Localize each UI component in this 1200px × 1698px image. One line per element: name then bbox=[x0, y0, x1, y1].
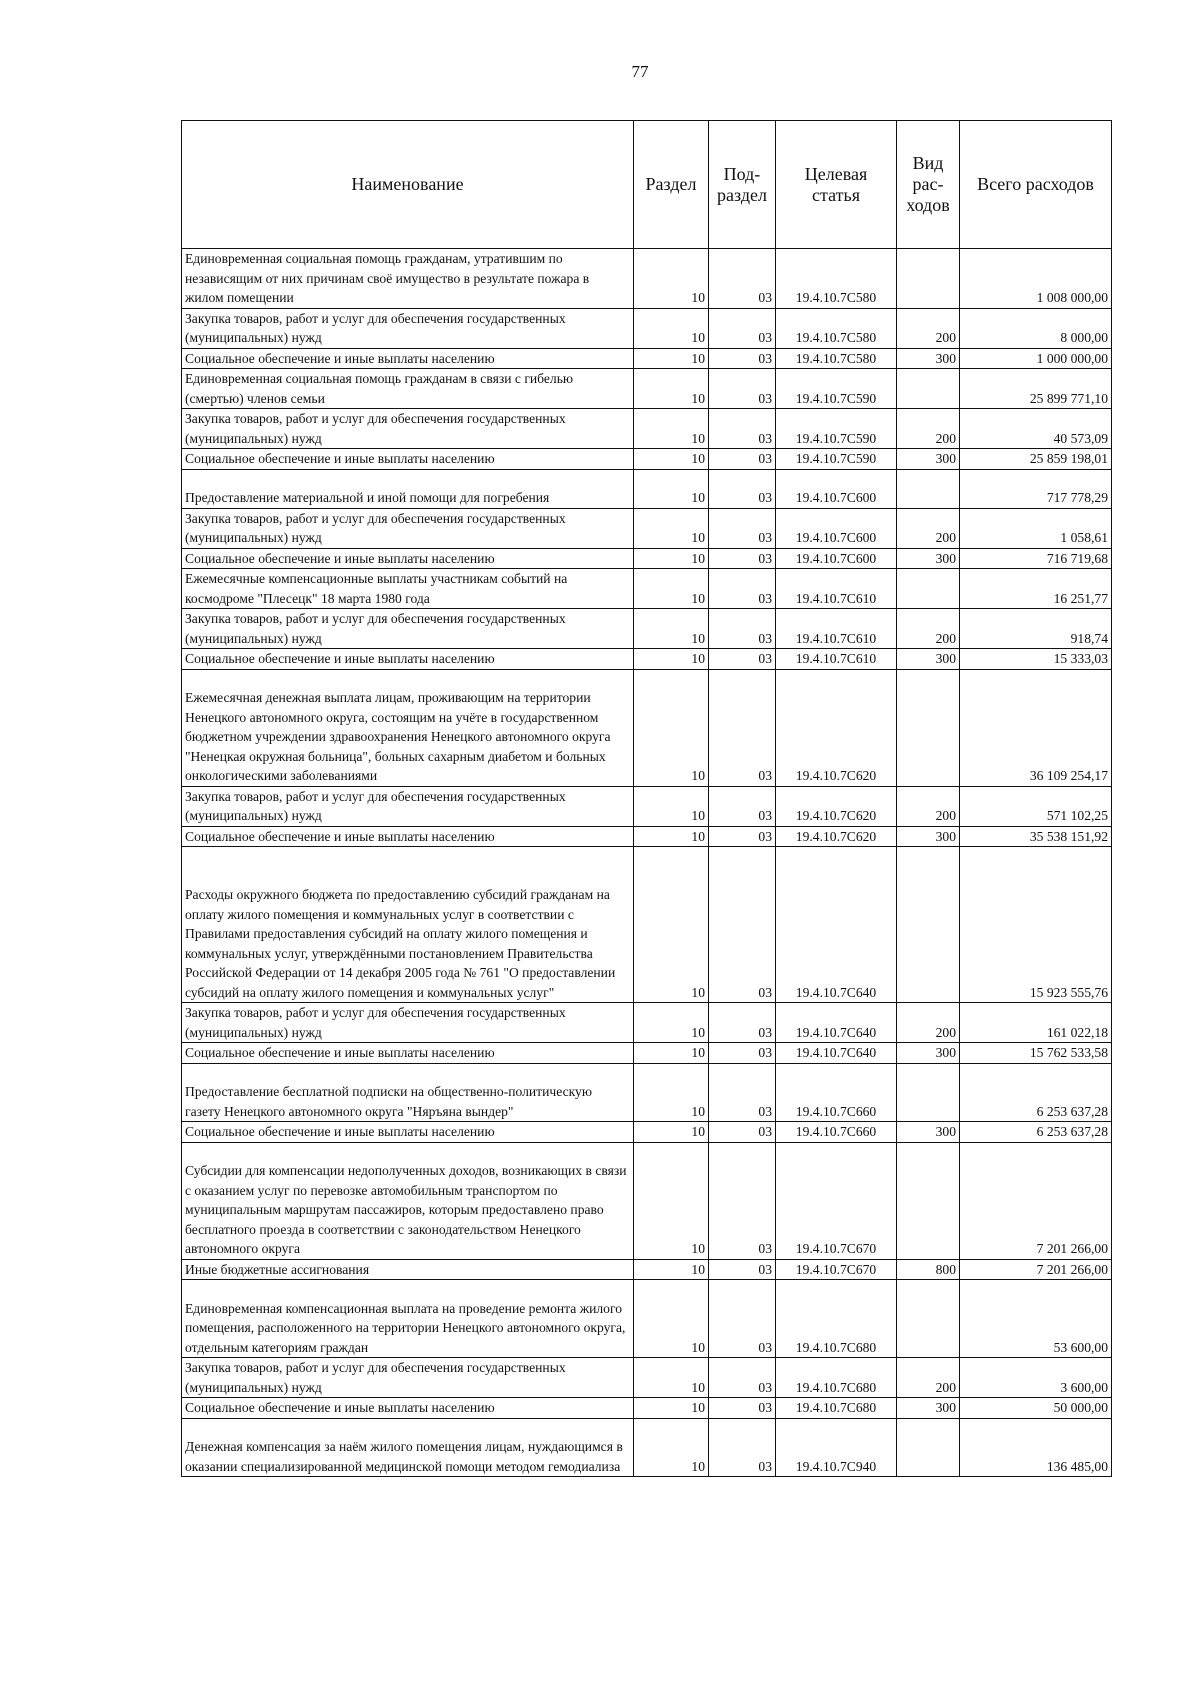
cell-subsection: 03 bbox=[709, 569, 776, 609]
cell-type: 200 bbox=[897, 1358, 960, 1398]
cell-name: Закупка товаров, работ и услуг для обеспечения государственных (муниципальных) нужд bbox=[182, 409, 634, 449]
table-row bbox=[182, 249, 1112, 309]
table-row bbox=[182, 548, 1112, 569]
cell-name: Субсидии для компенсации недополученных доходов, возникающих в связи с оказанием услуг по перевозке автомобильным транспортом по муниципальным маршрутам пассажиров, которым предоставлено право бесплатного проезда в соответствии с законодательством Ненецкого автономного округа bbox=[182, 1142, 634, 1259]
cell-target: 19.4.10.7С610 bbox=[776, 569, 897, 609]
cell-total: 6 253 637,28 bbox=[960, 1122, 1112, 1143]
cell-type: 200 bbox=[897, 508, 960, 548]
cell-name: Закупка товаров, работ и услуг для обеспечения государственных (муниципальных) нужд bbox=[182, 508, 634, 548]
cell-section: 10 bbox=[634, 249, 709, 309]
cell-type: 300 bbox=[897, 1043, 960, 1064]
cell-section: 10 bbox=[634, 1418, 709, 1477]
cell-type bbox=[897, 847, 960, 1003]
cell-subsection: 03 bbox=[709, 469, 776, 508]
cell-subsection: 03 bbox=[709, 609, 776, 649]
table-row bbox=[182, 649, 1112, 670]
cell-total: 918,74 bbox=[960, 609, 1112, 649]
table-row bbox=[182, 1063, 1112, 1122]
cell-target: 19.4.10.7С580 bbox=[776, 249, 897, 309]
cell-name: Закупка товаров, работ и услуг для обеспечения государственных (муниципальных) нужд bbox=[182, 1003, 634, 1043]
cell-name: Предоставление материальной и иной помощи для погребения bbox=[182, 469, 634, 508]
cell-total: 8 000,00 bbox=[960, 308, 1112, 348]
cell-subsection: 03 bbox=[709, 1418, 776, 1477]
cell-subsection: 03 bbox=[709, 847, 776, 1003]
cell-name: Закупка товаров, работ и услуг для обеспечения государственных (муниципальных) нужд bbox=[182, 1358, 634, 1398]
cell-subsection: 03 bbox=[709, 1259, 776, 1280]
table-row bbox=[182, 847, 1112, 1003]
cell-target: 19.4.10.7С590 bbox=[776, 409, 897, 449]
cell-target: 19.4.10.7С600 bbox=[776, 548, 897, 569]
cell-total: 16 251,77 bbox=[960, 569, 1112, 609]
cell-total: 40 573,09 bbox=[960, 409, 1112, 449]
cell-name: Социальное обеспечение и иные выплаты населению bbox=[182, 348, 634, 369]
table-row bbox=[182, 786, 1112, 826]
cell-name: Закупка товаров, работ и услуг для обеспечения государственных (муниципальных) нужд bbox=[182, 609, 634, 649]
header-total: Всего расходов bbox=[960, 121, 1112, 249]
cell-total: 7 201 266,00 bbox=[960, 1142, 1112, 1259]
cell-total: 15 762 533,58 bbox=[960, 1043, 1112, 1064]
cell-target: 19.4.10.7С580 bbox=[776, 308, 897, 348]
cell-target: 19.4.10.7С590 bbox=[776, 369, 897, 409]
cell-type: 300 bbox=[897, 548, 960, 569]
cell-target: 19.4.10.7С660 bbox=[776, 1063, 897, 1122]
cell-target: 19.4.10.7С640 bbox=[776, 1043, 897, 1064]
table-row bbox=[182, 609, 1112, 649]
cell-total: 25 859 198,01 bbox=[960, 449, 1112, 470]
cell-name: Ежемесячные компенсационные выплаты участникам событий на космодроме "Плесецк" 18 марта 1980 года bbox=[182, 569, 634, 609]
cell-type bbox=[897, 569, 960, 609]
table-row bbox=[182, 1003, 1112, 1043]
cell-target: 19.4.10.7С590 bbox=[776, 449, 897, 470]
cell-type bbox=[897, 249, 960, 309]
cell-target: 19.4.10.7С620 bbox=[776, 786, 897, 826]
table-row bbox=[182, 1043, 1112, 1064]
cell-subsection: 03 bbox=[709, 669, 776, 786]
cell-name: Единовременная компенсационная выплата на проведение ремонта жилого помещения, расположенного на территории Ненецкого автономного округа, отдельным категориям граждан bbox=[182, 1280, 634, 1358]
cell-section: 10 bbox=[634, 1063, 709, 1122]
cell-total: 36 109 254,17 bbox=[960, 669, 1112, 786]
table-row bbox=[182, 369, 1112, 409]
cell-target: 19.4.10.7С680 bbox=[776, 1398, 897, 1419]
cell-total: 7 201 266,00 bbox=[960, 1259, 1112, 1280]
header-name: Наименование bbox=[182, 121, 634, 249]
table-row bbox=[182, 409, 1112, 449]
cell-type bbox=[897, 1280, 960, 1358]
table-row bbox=[182, 1398, 1112, 1419]
cell-subsection: 03 bbox=[709, 1043, 776, 1064]
cell-target: 19.4.10.7С670 bbox=[776, 1259, 897, 1280]
cell-section: 10 bbox=[634, 826, 709, 847]
table-row bbox=[182, 508, 1112, 548]
cell-subsection: 03 bbox=[709, 508, 776, 548]
table-row bbox=[182, 669, 1112, 786]
table-row bbox=[182, 1122, 1112, 1143]
cell-total: 50 000,00 bbox=[960, 1398, 1112, 1419]
cell-subsection: 03 bbox=[709, 409, 776, 449]
cell-type: 800 bbox=[897, 1259, 960, 1280]
cell-subsection: 03 bbox=[709, 1122, 776, 1143]
cell-type: 200 bbox=[897, 409, 960, 449]
cell-target: 19.4.10.7С940 bbox=[776, 1418, 897, 1477]
table-row bbox=[182, 1142, 1112, 1259]
cell-name: Закупка товаров, работ и услуг для обеспечения государственных (муниципальных) нужд bbox=[182, 308, 634, 348]
cell-section: 10 bbox=[634, 786, 709, 826]
cell-subsection: 03 bbox=[709, 348, 776, 369]
header-subsection: Под-раздел bbox=[709, 121, 776, 249]
cell-section: 10 bbox=[634, 348, 709, 369]
cell-name: Иные бюджетные ассигнования bbox=[182, 1259, 634, 1280]
cell-name: Социальное обеспечение и иные выплаты населению bbox=[182, 548, 634, 569]
cell-subsection: 03 bbox=[709, 786, 776, 826]
cell-section: 10 bbox=[634, 449, 709, 470]
cell-type: 200 bbox=[897, 1003, 960, 1043]
cell-total: 15 333,03 bbox=[960, 649, 1112, 670]
cell-subsection: 03 bbox=[709, 369, 776, 409]
cell-section: 10 bbox=[634, 508, 709, 548]
budget-table bbox=[181, 120, 1112, 1477]
cell-type: 300 bbox=[897, 449, 960, 470]
cell-section: 10 bbox=[634, 548, 709, 569]
cell-subsection: 03 bbox=[709, 308, 776, 348]
cell-target: 19.4.10.7С640 bbox=[776, 847, 897, 1003]
cell-subsection: 03 bbox=[709, 449, 776, 470]
cell-target: 19.4.10.7С600 bbox=[776, 508, 897, 548]
header-row bbox=[182, 121, 1112, 249]
header-type: Вид рас-ходов bbox=[897, 121, 960, 249]
cell-total: 53 600,00 bbox=[960, 1280, 1112, 1358]
cell-type bbox=[897, 1142, 960, 1259]
cell-target: 19.4.10.7С580 bbox=[776, 348, 897, 369]
cell-section: 10 bbox=[634, 369, 709, 409]
table-row bbox=[182, 308, 1112, 348]
cell-type: 300 bbox=[897, 348, 960, 369]
cell-subsection: 03 bbox=[709, 1280, 776, 1358]
cell-total: 1 000 000,00 bbox=[960, 348, 1112, 369]
cell-type: 200 bbox=[897, 786, 960, 826]
cell-subsection: 03 bbox=[709, 1063, 776, 1122]
cell-section: 10 bbox=[634, 1358, 709, 1398]
cell-type bbox=[897, 1418, 960, 1477]
cell-type: 200 bbox=[897, 609, 960, 649]
cell-total: 35 538 151,92 bbox=[960, 826, 1112, 847]
cell-subsection: 03 bbox=[709, 249, 776, 309]
cell-section: 10 bbox=[634, 1142, 709, 1259]
cell-type: 300 bbox=[897, 826, 960, 847]
cell-target: 19.4.10.7С620 bbox=[776, 669, 897, 786]
cell-name: Единовременная социальная помощь гражданам в связи с гибелью (смертью) членов семьи bbox=[182, 369, 634, 409]
cell-name: Социальное обеспечение и иные выплаты населению bbox=[182, 449, 634, 470]
cell-total: 25 899 771,10 bbox=[960, 369, 1112, 409]
cell-subsection: 03 bbox=[709, 649, 776, 670]
cell-name: Денежная компенсация за наём жилого помещения лицам, нуждающимся в оказании специализированной медицинской помощи методом гемодиализа bbox=[182, 1418, 634, 1477]
table-row bbox=[182, 469, 1112, 508]
cell-total: 6 253 637,28 bbox=[960, 1063, 1112, 1122]
cell-section: 10 bbox=[634, 649, 709, 670]
cell-type bbox=[897, 469, 960, 508]
cell-section: 10 bbox=[634, 1043, 709, 1064]
table-row bbox=[182, 826, 1112, 847]
cell-name: Единовременная социальная помощь гражданам, утратившим по независящим от них причинам своё имущество в результате пожара в жилом помещении bbox=[182, 249, 634, 309]
cell-target: 19.4.10.7С610 bbox=[776, 649, 897, 670]
table-row bbox=[182, 348, 1112, 369]
header-section: Раздел bbox=[634, 121, 709, 249]
cell-total: 717 778,29 bbox=[960, 469, 1112, 508]
table-row bbox=[182, 1358, 1112, 1398]
cell-section: 10 bbox=[634, 1398, 709, 1419]
header-target: Целевая статья bbox=[776, 121, 897, 249]
page-number: 77 bbox=[631, 62, 649, 81]
cell-section: 10 bbox=[634, 1259, 709, 1280]
cell-target: 19.4.10.7С600 bbox=[776, 469, 897, 508]
cell-total: 1 008 000,00 bbox=[960, 249, 1112, 309]
table-row bbox=[182, 449, 1112, 470]
cell-type: 300 bbox=[897, 649, 960, 670]
cell-name: Социальное обеспечение и иные выплаты населению bbox=[182, 1043, 634, 1064]
table-row bbox=[182, 1259, 1112, 1280]
cell-name: Социальное обеспечение и иные выплаты населению bbox=[182, 1122, 634, 1143]
cell-name: Социальное обеспечение и иные выплаты населению bbox=[182, 649, 634, 670]
cell-name: Социальное обеспечение и иные выплаты населению bbox=[182, 1398, 634, 1419]
cell-type: 300 bbox=[897, 1398, 960, 1419]
cell-section: 10 bbox=[634, 1122, 709, 1143]
cell-subsection: 03 bbox=[709, 1003, 776, 1043]
table-row bbox=[182, 1418, 1112, 1477]
cell-type: 300 bbox=[897, 1122, 960, 1143]
cell-total: 161 022,18 bbox=[960, 1003, 1112, 1043]
cell-name: Ежемесячная денежная выплата лицам, проживающим на территории Ненецкого автономного округа, состоящим на учёте в государственном бюджетном учреждении здравоохранения Ненецкого автономного округа "Ненецкая окружная больница", больных сахарным диабетом и больных онкологическими заболеваниями bbox=[182, 669, 634, 786]
cell-type bbox=[897, 1063, 960, 1122]
cell-type bbox=[897, 369, 960, 409]
cell-section: 10 bbox=[634, 847, 709, 1003]
cell-target: 19.4.10.7С670 bbox=[776, 1142, 897, 1259]
table-row bbox=[182, 569, 1112, 609]
cell-subsection: 03 bbox=[709, 1358, 776, 1398]
cell-subsection: 03 bbox=[709, 1398, 776, 1419]
cell-section: 10 bbox=[634, 308, 709, 348]
cell-section: 10 bbox=[634, 409, 709, 449]
cell-name: Расходы окружного бюджета по предоставлению субсидий гражданам на оплату жилого помещения и коммунальных услуг в соответствии с Правилами предоставления субсидий на оплату жилого помещения и коммунальных услуг, утверждёнными постановлением Правительства Российской Федерации от 14 декабря 2005 года № 761 "О предоставлении субсидий на оплату жилого помещения и коммунальных услуг" bbox=[182, 847, 634, 1003]
cell-section: 10 bbox=[634, 469, 709, 508]
cell-total: 15 923 555,76 bbox=[960, 847, 1112, 1003]
cell-section: 10 bbox=[634, 1280, 709, 1358]
cell-section: 10 bbox=[634, 1003, 709, 1043]
cell-total: 571 102,25 bbox=[960, 786, 1112, 826]
cell-target: 19.4.10.7С620 bbox=[776, 826, 897, 847]
cell-total: 1 058,61 bbox=[960, 508, 1112, 548]
cell-section: 10 bbox=[634, 669, 709, 786]
cell-total: 136 485,00 bbox=[960, 1418, 1112, 1477]
cell-target: 19.4.10.7С640 bbox=[776, 1003, 897, 1043]
cell-subsection: 03 bbox=[709, 826, 776, 847]
cell-name: Социальное обеспечение и иные выплаты населению bbox=[182, 826, 634, 847]
cell-type bbox=[897, 669, 960, 786]
cell-target: 19.4.10.7С680 bbox=[776, 1280, 897, 1358]
cell-total: 716 719,68 bbox=[960, 548, 1112, 569]
table-row bbox=[182, 1280, 1112, 1358]
cell-subsection: 03 bbox=[709, 1142, 776, 1259]
cell-subsection: 03 bbox=[709, 548, 776, 569]
cell-name: Предоставление бесплатной подписки на общественно-политическую газету Ненецкого автономного округа "Няръяна вындер" bbox=[182, 1063, 634, 1122]
cell-target: 19.4.10.7С660 bbox=[776, 1122, 897, 1143]
cell-total: 3 600,00 bbox=[960, 1358, 1112, 1398]
cell-target: 19.4.10.7С680 bbox=[776, 1358, 897, 1398]
cell-section: 10 bbox=[634, 569, 709, 609]
cell-target: 19.4.10.7С610 bbox=[776, 609, 897, 649]
cell-name: Закупка товаров, работ и услуг для обеспечения государственных (муниципальных) нужд bbox=[182, 786, 634, 826]
cell-type: 200 bbox=[897, 308, 960, 348]
cell-section: 10 bbox=[634, 609, 709, 649]
